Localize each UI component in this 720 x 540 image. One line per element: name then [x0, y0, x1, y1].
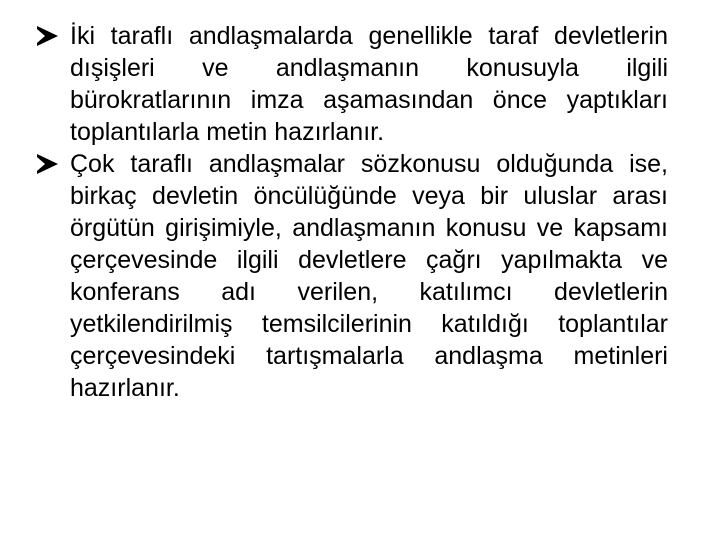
- bullet-item: [36, 20, 668, 148]
- bullet-item: [36, 148, 668, 404]
- arrowhead-bullet-icon: [36, 25, 60, 47]
- arrowhead-bullet-icon: [36, 153, 60, 175]
- bullet-text: Çok taraflı andlaşmalar sözkonusu olduğunda ise, birkaç devletin öncülüğünde veya bir uluslar arası örgütün girişimiyle, andlaşmanın konusu ve kapsamı çerçevesinde ilgili devletlere çağrı yapılmakta ve konferans adı verilen, katılımcı devletlerin yetkilendirilmiş temsilcilerinin katıldığı toplantılar çerçevesindeki tartışmalarla andlaşma metinleri hazırlanır.: [70, 150, 668, 402]
- bullet-text: İki taraflı andlaşmalarda genellikle taraf devletlerin dışişleri ve andlaşmanın konusuyla ilgili bürokratlarının imza aşamasından önce yaptıkları toplantılarla metin hazırlanır.: [70, 22, 668, 146]
- bullet-list: [36, 20, 668, 404]
